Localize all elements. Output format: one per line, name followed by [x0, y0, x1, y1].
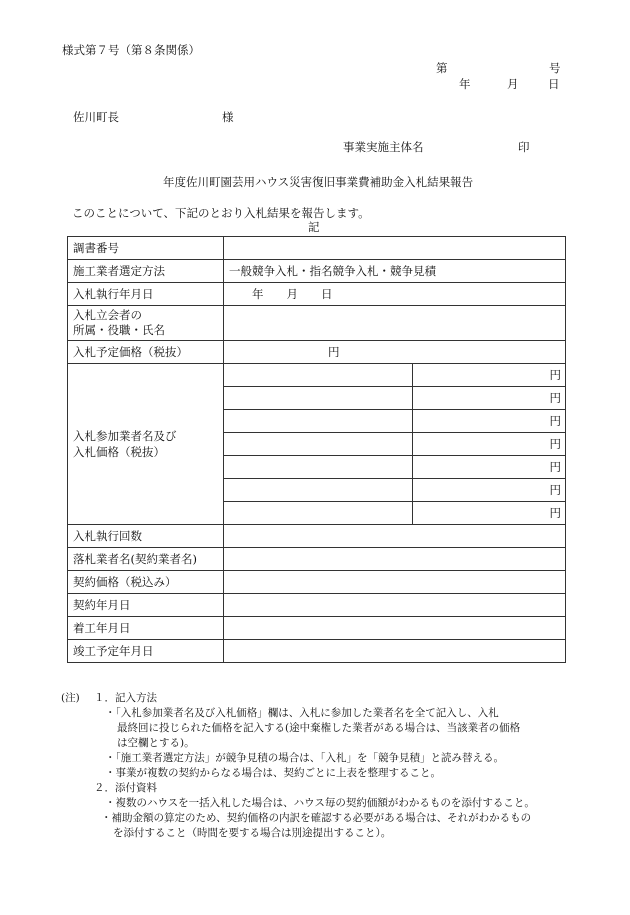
bidder-name-cell[interactable] — [224, 502, 413, 525]
notes-line — [61, 691, 581, 706]
estimate-price-value[interactable]: 円 — [224, 341, 566, 364]
doc-number-prefix: 第 — [436, 61, 448, 75]
winner-value[interactable] — [224, 548, 566, 571]
rounds-value[interactable] — [224, 525, 566, 548]
addressee-name: 佐川町長 — [73, 110, 119, 124]
note-1a-line1: ・「入札参加業者名及び入札価格」欄は、入札に参加した業者名を全て記入し、入札 — [105, 707, 499, 719]
bidder-name-cell[interactable] — [224, 364, 413, 387]
bidder-price-cell[interactable]: 円 — [413, 410, 566, 433]
bidders-label-line2: 入札価格（税抜） — [73, 445, 165, 459]
contract-price-value[interactable] — [224, 571, 566, 594]
table-row — [68, 594, 566, 617]
completion-date-label: 竣工予定年月日 — [68, 640, 224, 663]
note-1a-line3: は空欄とする)。 — [117, 737, 195, 749]
bidder-name-cell[interactable] — [224, 410, 413, 433]
bidder-name-cell[interactable] — [224, 479, 413, 502]
winner-label: 落札業者名(契約業者名) — [68, 548, 224, 571]
completion-date-value[interactable] — [224, 640, 566, 663]
start-date-value[interactable] — [224, 617, 566, 640]
table-row — [68, 283, 566, 306]
start-date-label: 着工年月日 — [68, 617, 224, 640]
estimate-price-label: 入札予定価格（税抜） — [68, 341, 224, 364]
note-2-heading: ２．添付資料 — [94, 782, 157, 794]
bidder-price-cell[interactable]: 円 — [413, 456, 566, 479]
survey-number-label: 調書番号 — [68, 237, 224, 260]
table-row — [68, 548, 566, 571]
bidders-label-line1: 入札参加業者名及び — [73, 429, 177, 443]
note-2b-line1: ・補助金額の算定のため、契約価格の内訳を確認する必要がある場合は、それがわかるもの — [101, 812, 532, 824]
note-2b-line2: を添付すること（時間を要する場合は別途提出すること）。 — [113, 827, 392, 839]
note-1c: ・事業が複数の契約からなる場合は、契約ごとに上表を整理すること。 — [105, 767, 441, 779]
bidder-price-cell[interactable]: 円 — [413, 387, 566, 410]
witness-label — [68, 306, 224, 341]
rounds-label: 入札執行回数 — [68, 525, 224, 548]
bid-date-label: 入札執行年月日 — [68, 283, 224, 306]
witness-label-line1: 入札立会者の — [73, 308, 142, 322]
sender-label: 事業実施主体名 — [343, 140, 424, 154]
doc-number-suffix: 号 — [549, 61, 561, 75]
bidder-name-cell[interactable] — [224, 456, 413, 479]
seal-mark: 印 — [518, 140, 530, 154]
bidder-price-cell[interactable]: 円 — [413, 433, 566, 456]
note-1b: ・「施工業者選定方法」が競争見積の場合は、「入札」を「競争見積」と読み替える。 — [105, 752, 504, 764]
notes-head: (注) — [61, 692, 80, 704]
addressee-honorific: 様 — [222, 110, 234, 124]
bidder-name-cell[interactable] — [224, 387, 413, 410]
note-1a-line2: 最終回に投じられた価格を記入する(途中棄権した業者がある場合は、当該業者の価格 — [117, 722, 521, 734]
bidder-price-cell[interactable]: 円 — [413, 502, 566, 525]
form-number: 様式第７号（第８条関係） — [62, 43, 200, 57]
survey-number-value[interactable] — [224, 237, 566, 260]
report-table — [67, 236, 566, 663]
table-row — [68, 525, 566, 548]
contract-date-value[interactable] — [224, 594, 566, 617]
note-1-heading: １．記入方法 — [94, 692, 157, 704]
table-row — [68, 640, 566, 663]
note-2a: ・複数のハウスを一括入札した場合は、ハウス毎の契約価額がわかるものを添付すること。 — [105, 797, 535, 809]
date-month: 月 — [507, 77, 519, 91]
bidder-price-cell[interactable]: 円 — [413, 479, 566, 502]
table-row — [68, 571, 566, 594]
table-row — [68, 617, 566, 640]
bid-date-value[interactable]: 年 月 日 — [224, 283, 566, 306]
document-title: 年度佐川町園芸用ハウス災害復旧事業費補助金入札結果報告 — [163, 175, 474, 189]
contract-date-label: 契約年月日 — [68, 594, 224, 617]
witness-value[interactable] — [224, 306, 566, 341]
notes-section — [61, 691, 581, 841]
table-row — [68, 237, 566, 260]
witness-label-line2: 所属・役職・氏名 — [73, 323, 165, 337]
date-year: 年 — [459, 77, 471, 91]
table-row — [68, 306, 566, 341]
method-label: 施工業者選定方法 — [68, 260, 224, 283]
table-row — [68, 341, 566, 364]
method-value[interactable]: 一般競争入札・指名競争入札・競争見積 — [224, 260, 566, 283]
intro-text: このことについて、下記のとおり入札結果を報告します。 — [72, 206, 370, 220]
bidders-label — [68, 364, 224, 525]
table-row — [68, 260, 566, 283]
table-row — [68, 364, 566, 387]
contract-price-label: 契約価格（税込み） — [68, 571, 224, 594]
date-day: 日 — [548, 77, 560, 91]
bidder-price-cell[interactable]: 円 — [413, 364, 566, 387]
bidder-name-cell[interactable] — [224, 433, 413, 456]
ki-heading: 記 — [308, 220, 320, 234]
